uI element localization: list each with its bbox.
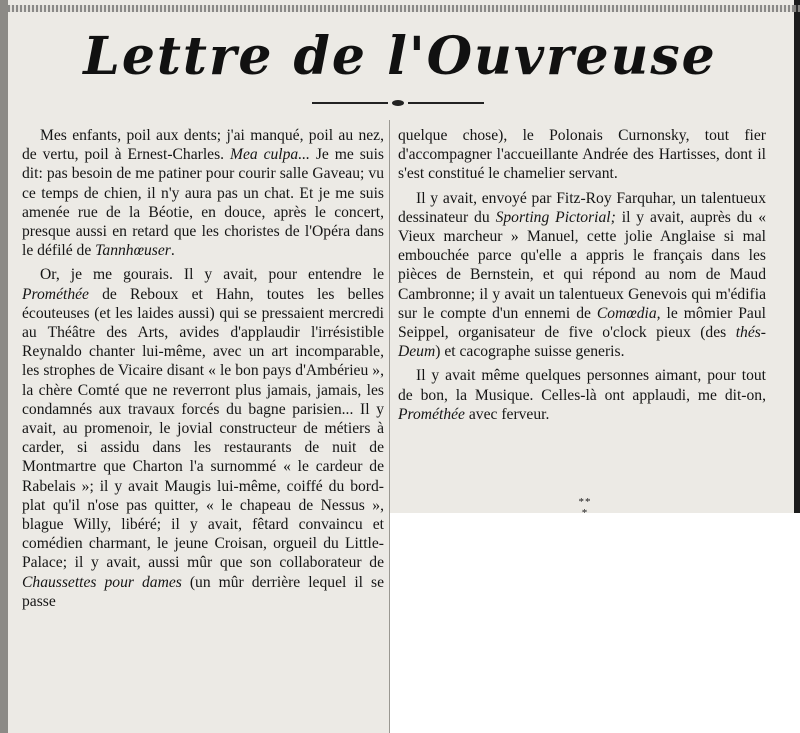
italic-run: Sporting Pictorial; bbox=[495, 208, 616, 226]
left-paragraph-1 bbox=[22, 126, 384, 260]
ornament-dot bbox=[392, 100, 404, 106]
article-title: Lettre de l'Ouvreuse bbox=[83, 26, 717, 87]
text-run: Mes enfants, poil aux dents; j'ai manqué, poil au nez, de vertu, poil à Ernest-Charles. bbox=[22, 127, 384, 164]
italic-run: Tannhœuser bbox=[95, 242, 171, 260]
italic-run: Chaussettes pour dames bbox=[22, 573, 182, 591]
text-run: de Reboux et Hahn, toutes les belles écouteuses (et les laides aussi) qui se pressaient mercredi au Théâtre des Arts, avides d'applaudir l'irrésistible Reynaldo chanter lui-même, avec un art incomparable, les strophes de Vicaire disant « le bon pays d'Ambérieu », la chère Comté que ne reverront plus jamais, jamais, les condamnés aux travaux forcés du bagne parisien... Il y avait, au promenoir, le jovial constructeur de métiers à carder, si assidu dans les restaurants de nuit de Montmartre que Charton l'a surnommé « le cardeur de Rabelais »; il y avait Maugis lui-même, coiffé du bord-plat qu'il n'ose pas quitter, « le chapeau de Nessus », blague Willy, libéré; il y avait, fêtard convaincu et comédien charmant, le jeune Croisan, orgueil du Little-Palace; il y avait, aussi mûr que son collaborateur de bbox=[22, 285, 384, 572]
column-divider bbox=[389, 120, 390, 733]
text-run: Or, je me gourais. Il y avait, pour entendre le bbox=[40, 266, 384, 284]
italic-run: Comœdia, bbox=[596, 304, 661, 322]
left-column bbox=[22, 126, 384, 611]
italic-run: Mea culpa... bbox=[229, 146, 310, 164]
clipping-left-edge bbox=[0, 0, 8, 733]
text-run: . bbox=[170, 242, 175, 260]
italic-run: Prométhée bbox=[22, 285, 89, 303]
asterism-separator: ** * bbox=[578, 496, 592, 519]
text-run: ) et cacographe suisse generis. bbox=[435, 343, 625, 361]
ornament-bar-right bbox=[408, 102, 484, 104]
text-run: Il y avait, envoyé par Fitz-Roy Farquhar, un talentueux dessinateur du bbox=[398, 189, 766, 226]
right-paragraph-2 bbox=[398, 189, 766, 362]
text-run: le mômier Paul Seippel, organisateur de five o'clock pieux (des bbox=[398, 304, 766, 342]
italic-run: thés-Deum bbox=[398, 324, 766, 361]
text-run: avec ferveur. bbox=[464, 405, 550, 423]
text-run: Je me suis dit: pas besoin de me patiner pour courir salle Gaveau; vu ce temps de chien, il n'y aura pas un chat. Et je me suis amenée rue de la Béotie, en douce, après le concert, presque aussi en retard que les choristes de l'Opéra dans le défilé de bbox=[22, 146, 384, 260]
right-paragraph-3 bbox=[398, 366, 766, 424]
title-ornament-icon bbox=[312, 100, 484, 106]
right-paragraph-1 bbox=[398, 126, 766, 184]
text-run: quelque chose), le Polonais Curnonsky, tout fier d'accompagner l'accueillante Andrée des Hartisses, dont il s'est constitué le chamelier servant. bbox=[398, 127, 766, 183]
text-run: (un mûr derrière lequel il se passe bbox=[22, 573, 384, 610]
left-paragraph-2 bbox=[22, 265, 384, 611]
ornament-bar-left bbox=[312, 102, 388, 104]
text-run: il y avait, auprès du « Vieux marcheur » Manuel, cette jolie Anglaise si mal embouchée parce qu'elle a appris le français dans les pièces de Bernstein, et qui répond au nom de Maud Cambronne; il y avait un talentueux Genevois qui m'édifia sur le compte d'un ennemi de bbox=[398, 208, 767, 322]
text-run: Il y avait même quelques personnes aimant, pour tout de bon, la Musique. Celles-là ont applaudi, me dit-on, bbox=[398, 367, 766, 404]
top-decorative-rule bbox=[8, 5, 800, 12]
right-column bbox=[398, 126, 766, 424]
italic-run: Prométhée bbox=[398, 405, 465, 423]
